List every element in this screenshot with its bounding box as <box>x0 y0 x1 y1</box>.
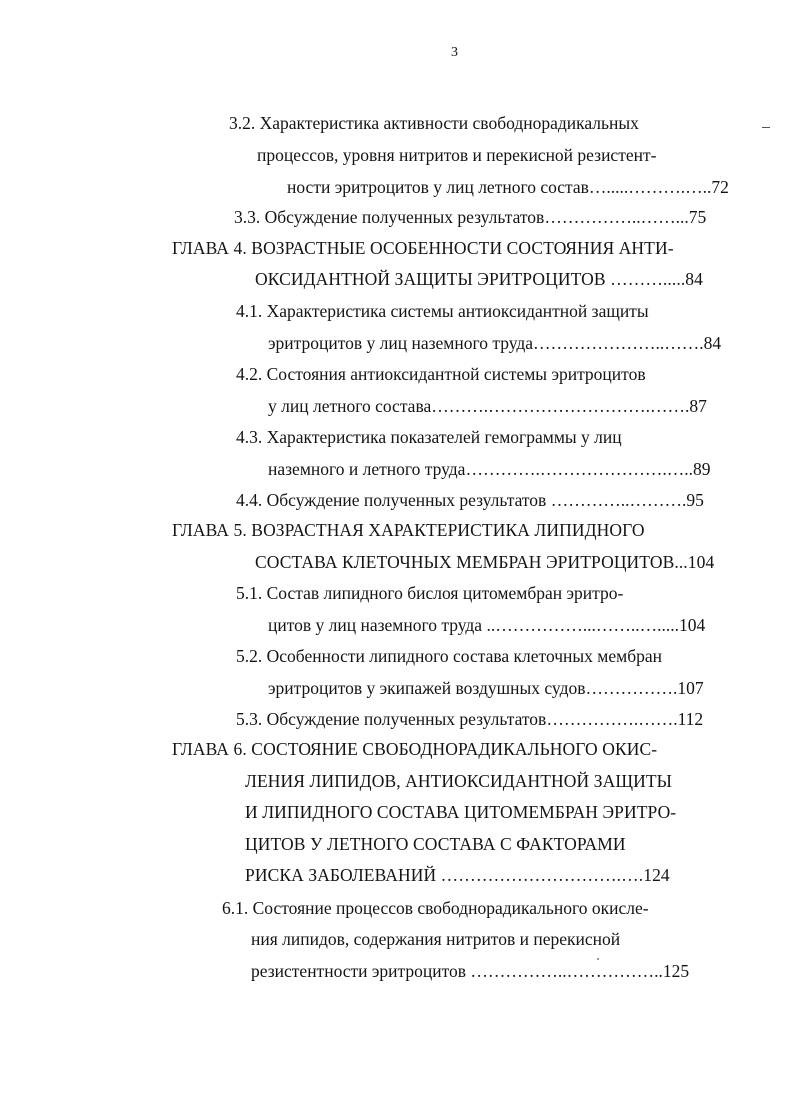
toc-chapter-4-line1: ГЛАВА 4. ВОЗРАСТНЫЕ ОСОБЕННОСТИ СОСТОЯНИЯ АНТИ- <box>172 238 674 258</box>
toc-3-2-line3: ности эритроцитов у лиц летного состав….....……….…..72 <box>287 177 729 197</box>
toc-5-1-line2: цитов у лиц наземного труда ..……………...……..….....104 <box>268 615 706 635</box>
toc-chapter-4-line2: ОКСИДАНТНОЙ ЗАЩИТЫ ЭРИТРОЦИТОВ ……….....84 <box>255 269 703 289</box>
toc-chapter-6-line4: ЦИТОВ У ЛЕТНОГО СОСТАВА С ФАКТОРАМИ <box>245 834 626 854</box>
toc-5-2-line2: эритроцитов у экипажей воздушных судов…………….107 <box>268 678 704 698</box>
toc-4-1-line1: 4.1. Характеристика системы антиоксидантной защиты <box>236 301 649 321</box>
page-number: 3 <box>451 45 458 60</box>
toc-5-2-line1: 5.2. Особенности липидного состава клеточных мембран <box>236 646 662 666</box>
toc-chapter-5-line1: ГЛАВА 5. ВОЗРАСТНАЯ ХАРАКТЕРИСТИКА ЛИПИДНОГО <box>172 520 645 540</box>
toc-chapter-6-line2: ЛЕНИЯ ЛИПИДОВ, АНТИОКСИДАНТНОЙ ЗАЩИТЫ <box>245 771 672 791</box>
toc-4-3-line2: наземного и летного труда………….………………….…..89 <box>268 459 711 479</box>
toc-3-3-line1: 3.3. Обсуждение полученных результатов……………..……...75 <box>234 207 707 227</box>
toc-chapter-6-line3: И ЛИПИДНОГО СОСТАВА ЦИТОМЕМБРАН ЭРИТРО- <box>245 802 677 822</box>
toc-5-1-line1: 5.1. Состав липидного бислоя цитомембран эритро- <box>236 583 624 603</box>
toc-4-2-line1: 4.2. Состояния антиоксидантной системы эритроцитов <box>236 364 646 384</box>
toc-4-2-line2: у лиц летного состава……….……………………….…….87 <box>268 396 707 416</box>
toc-3-2-line1: 3.2. Характеристика активности свободнорадикальных <box>229 113 639 133</box>
scan-speck <box>597 958 599 960</box>
toc-chapter-6-line1: ГЛАВА 6. СОСТОЯНИЕ СВОБОДНОРАДИКАЛЬНОГО ОКИС- <box>172 739 658 759</box>
toc-6-1-line3: резистентности эритроцитов ……………..……………..125 <box>251 961 690 981</box>
toc-4-3-line1: 4.3. Характеристика показателей гемограммы у лиц <box>236 427 622 447</box>
scan-mark <box>762 127 770 128</box>
toc-6-1-line1: 6.1. Состояние процессов свободнорадикального окисле- <box>222 898 649 918</box>
toc-4-4-line1: 4.4. Обсуждение полученных результатов …………..……….95 <box>236 490 704 510</box>
toc-3-2-line2: процессов, уровня нитритов и перекисной резистент- <box>257 145 657 165</box>
toc-chapter-6-line5: РИСКА ЗАБОЛЕВАНИЙ ………………………….….124 <box>245 865 670 885</box>
toc-4-1-line2: эритроцитов у лиц наземного труда…………………..…….84 <box>268 333 722 353</box>
toc-chapter-5-line2: СОСТАВА КЛЕТОЧНЫХ МЕМБРАН ЭРИТРОЦИТОВ...104 <box>255 552 715 572</box>
toc-6-1-line2: ния липидов, содержания нитритов и перекисной <box>251 929 621 949</box>
toc-5-3-line1: 5.3. Обсуждение полученных результатов…………….…….112 <box>236 709 704 729</box>
